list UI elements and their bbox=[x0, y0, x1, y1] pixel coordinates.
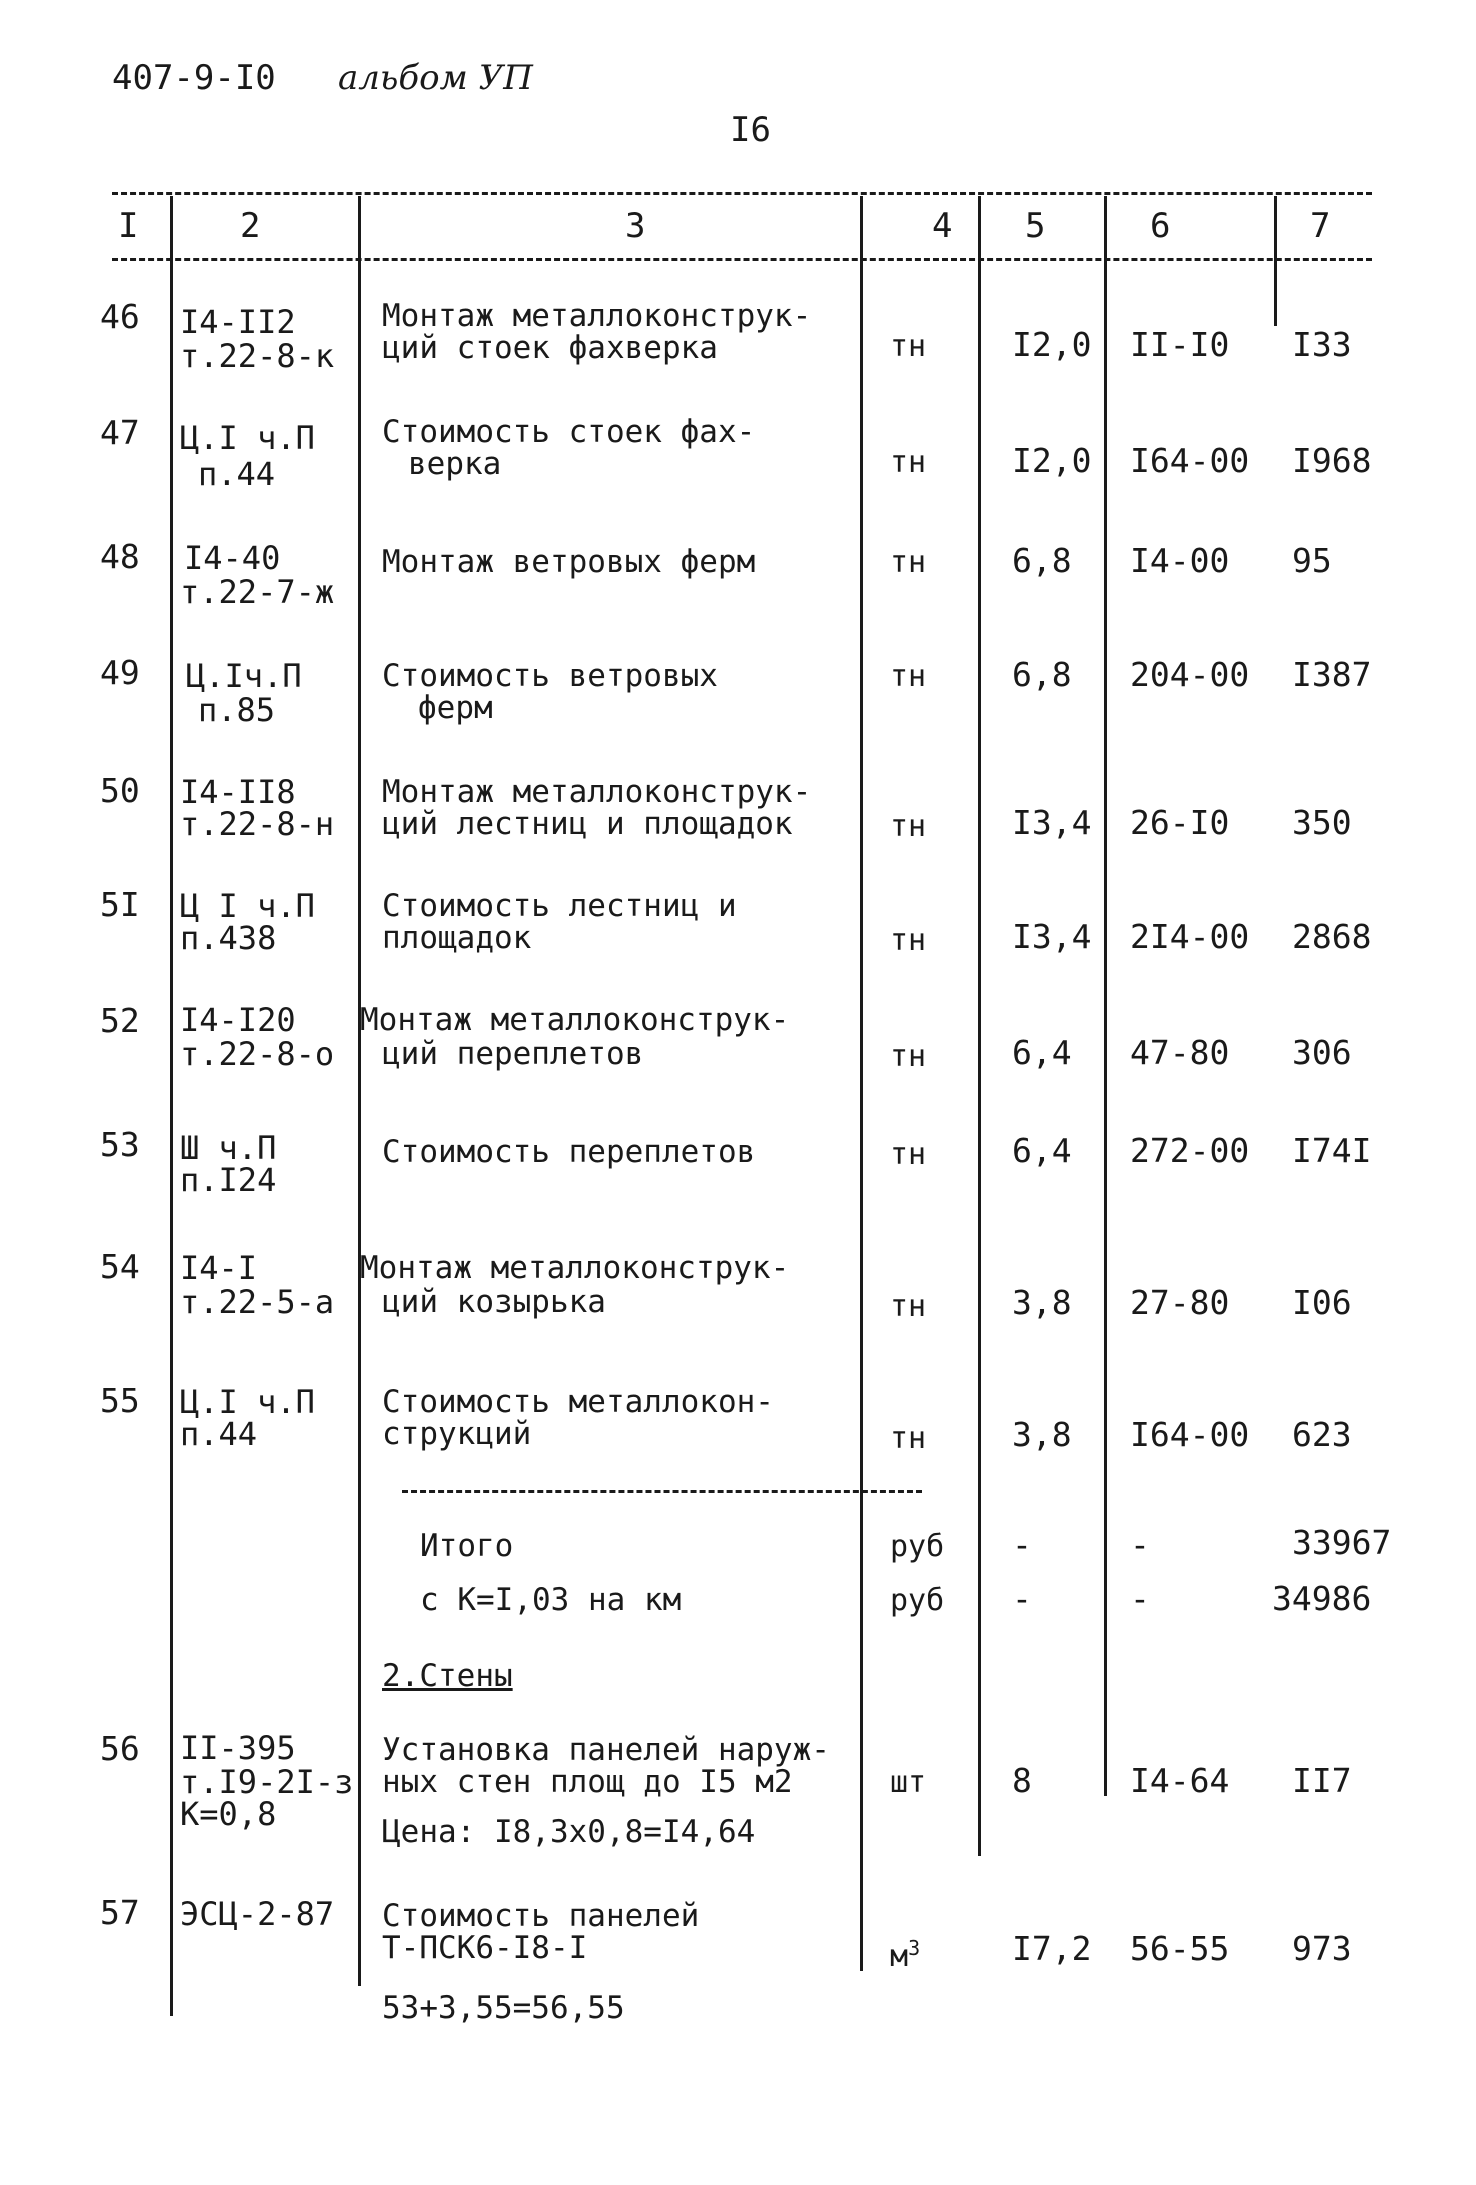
subtotal-price: - bbox=[1130, 1525, 1150, 1564]
row-total: I387 bbox=[1292, 655, 1372, 694]
subtotal-rule bbox=[402, 1490, 922, 1493]
coefficient-price: - bbox=[1130, 1579, 1150, 1618]
row-quantity: I3,4 bbox=[1012, 917, 1092, 956]
row-description-line: верка bbox=[408, 446, 502, 482]
row-code-line: т.22-8-к bbox=[180, 337, 335, 375]
header-bottom-rule bbox=[112, 258, 1372, 261]
row-unit: тн bbox=[890, 659, 927, 694]
row-quantity: 3,8 bbox=[1012, 1283, 1072, 1322]
row-description-line: ций козырька bbox=[382, 1284, 606, 1320]
row-number: 47 bbox=[100, 413, 140, 452]
row-description-line: ных стен площ до I5 м2 bbox=[382, 1764, 793, 1800]
row-description-line: Стоимость лестниц и bbox=[382, 888, 737, 924]
row-code-line: п.438 bbox=[180, 919, 277, 957]
row-unit-price: I4-00 bbox=[1130, 541, 1230, 580]
row-quantity: I7,2 bbox=[1012, 1929, 1092, 1968]
row-quantity: 6,4 bbox=[1012, 1033, 1072, 1072]
row-description-line: Стоимость стоек фах- bbox=[382, 414, 756, 450]
row-code-line: I4-I20 bbox=[180, 1001, 296, 1039]
row-unit-price: 2I4-00 bbox=[1130, 917, 1250, 956]
row-unit-price: I64-00 bbox=[1130, 1415, 1250, 1454]
row-total: I33 bbox=[1292, 325, 1352, 364]
row-number: 53 bbox=[100, 1125, 140, 1164]
row-code-line: ЭСЦ-2-87 bbox=[180, 1895, 335, 1933]
price-calculation-note: 53+3,55=56,55 bbox=[382, 1990, 625, 2026]
row-unit: тн bbox=[890, 1039, 927, 1074]
row-code-line: Ц.I ч.П bbox=[180, 1383, 315, 1421]
row-description-line: Установка панелей наруж- bbox=[382, 1732, 830, 1768]
row-description-line: Монтаж металлоконструк- bbox=[360, 1250, 790, 1286]
coefficient-quantity: - bbox=[1012, 1579, 1032, 1618]
row-total: 95 bbox=[1292, 541, 1332, 580]
row-number: 52 bbox=[100, 1001, 140, 1040]
row-code-line: I4-II8 bbox=[180, 773, 296, 811]
row-unit-text: м bbox=[890, 1939, 909, 1974]
row-description-line: ций стоек фахверка bbox=[382, 330, 718, 366]
row-description-line: Т-ПСК6-I8-I bbox=[382, 1930, 588, 1966]
row-number: 56 bbox=[100, 1729, 140, 1768]
column-header-3: 3 bbox=[625, 206, 646, 246]
price-calculation-note: Цена: I8,3х0,8=I4,64 bbox=[382, 1814, 756, 1850]
column-divider-4 bbox=[978, 196, 981, 1856]
row-unit-price: I64-00 bbox=[1130, 441, 1250, 480]
row-number: 48 bbox=[100, 537, 140, 576]
row-number: 50 bbox=[100, 771, 140, 810]
row-description-line: Монтаж ветровых ферм bbox=[382, 544, 756, 580]
column-header-2: 2 bbox=[240, 206, 261, 246]
row-description-line: Стоимость металлокон- bbox=[382, 1384, 774, 1420]
row-total: I06 bbox=[1292, 1283, 1352, 1322]
row-code-line: т.22-8-н bbox=[180, 805, 335, 843]
row-unit bbox=[890, 1932, 920, 1973]
row-quantity: 8 bbox=[1012, 1761, 1032, 1800]
row-description-line: ферм bbox=[418, 690, 493, 726]
row-quantity: I2,0 bbox=[1012, 441, 1092, 480]
row-code-line: Ц I ч.П bbox=[180, 887, 315, 925]
row-number: 55 bbox=[100, 1381, 140, 1420]
row-number: 5I bbox=[100, 885, 140, 924]
row-description-line: Монтаж металлоконструк- bbox=[382, 774, 812, 810]
row-quantity: I3,4 bbox=[1012, 803, 1092, 842]
row-code-line: Ц.Iч.П bbox=[186, 657, 302, 695]
coefficient-total: 34986 bbox=[1272, 1579, 1372, 1618]
row-unit-price: II-I0 bbox=[1130, 325, 1230, 364]
row-code-line: п.I24 bbox=[180, 1161, 277, 1199]
column-divider-1 bbox=[170, 196, 173, 2016]
subtotal-unit: руб bbox=[890, 1529, 945, 1564]
subtotal-label: Итого bbox=[420, 1528, 514, 1564]
row-unit-price: 272-00 bbox=[1130, 1131, 1250, 1170]
row-description-line: Стоимость ветровых bbox=[382, 658, 718, 694]
row-code-line: Ц.I ч.П bbox=[180, 419, 315, 457]
page-number: I6 bbox=[730, 110, 771, 150]
row-unit: тн bbox=[890, 1289, 927, 1324]
row-description-line: ций переплетов bbox=[382, 1036, 644, 1072]
row-code-line: п.44 bbox=[180, 1415, 258, 1453]
column-header-5: 5 bbox=[1025, 206, 1046, 246]
coefficient-label: с К=I,03 на км bbox=[420, 1582, 682, 1618]
row-description-line: Монтаж металлоконструк- bbox=[382, 298, 812, 334]
row-total: 306 bbox=[1292, 1033, 1352, 1072]
subtotal-total: 33967 bbox=[1292, 1523, 1392, 1562]
row-unit-price: 26-I0 bbox=[1130, 803, 1230, 842]
row-description-line: Стоимость панелей bbox=[382, 1898, 700, 1934]
row-total: 973 bbox=[1292, 1929, 1352, 1968]
header-top-rule bbox=[112, 192, 1372, 195]
row-quantity: 6,8 bbox=[1012, 541, 1072, 580]
row-quantity: 3,8 bbox=[1012, 1415, 1072, 1454]
row-description-line: Стоимость переплетов bbox=[382, 1134, 756, 1170]
row-number: 57 bbox=[100, 1893, 140, 1932]
row-total: I968 bbox=[1292, 441, 1372, 480]
row-code-line: II-395 bbox=[180, 1729, 296, 1767]
row-unit: тн bbox=[890, 1137, 927, 1172]
row-total: II7 bbox=[1292, 1761, 1352, 1800]
row-unit-price: 204-00 bbox=[1130, 655, 1250, 694]
row-code-line: т.22-7-ж bbox=[180, 573, 335, 611]
column-header-7: 7 bbox=[1310, 206, 1331, 246]
row-total: 623 bbox=[1292, 1415, 1352, 1454]
row-unit: тн bbox=[890, 445, 927, 480]
row-code-line: п.44 bbox=[198, 455, 276, 493]
row-description-line: Монтаж металлоконструк- bbox=[360, 1002, 790, 1038]
column-header-1: I bbox=[118, 206, 139, 246]
row-unit: шт bbox=[890, 1765, 927, 1800]
row-code-line: п.85 bbox=[198, 691, 276, 729]
document-code: 407-9-I0 bbox=[112, 58, 276, 98]
row-unit-price: 56-55 bbox=[1130, 1929, 1230, 1968]
row-code-line: I4-II2 bbox=[180, 303, 296, 341]
row-unit: тн bbox=[890, 1421, 927, 1456]
row-unit-price: 27-80 bbox=[1130, 1283, 1230, 1322]
subtotal-quantity: - bbox=[1012, 1525, 1032, 1564]
section-title: 2.Стены bbox=[382, 1658, 513, 1694]
row-unit-price: I4-64 bbox=[1130, 1761, 1230, 1800]
row-quantity: I2,0 bbox=[1012, 325, 1092, 364]
row-number: 54 bbox=[100, 1247, 140, 1286]
row-number: 49 bbox=[100, 653, 140, 692]
album-label: альбом УП bbox=[338, 58, 533, 98]
row-unit: тн bbox=[890, 923, 927, 958]
row-total: 2868 bbox=[1292, 917, 1372, 956]
column-header-6: 6 bbox=[1150, 206, 1171, 246]
row-code-line: т.22-5-а bbox=[180, 1283, 335, 1321]
row-unit: тн bbox=[890, 809, 927, 844]
row-code-line: К=0,8 bbox=[180, 1795, 277, 1833]
row-code-line: т.22-8-о bbox=[180, 1035, 335, 1073]
row-code-line: т.I9-2I-з bbox=[180, 1763, 354, 1801]
row-unit-price: 47-80 bbox=[1130, 1033, 1230, 1072]
row-number: 46 bbox=[100, 297, 140, 336]
row-quantity: 6,8 bbox=[1012, 655, 1072, 694]
column-divider-5 bbox=[1104, 196, 1107, 1796]
row-quantity: 6,4 bbox=[1012, 1131, 1072, 1170]
column-divider-2 bbox=[358, 196, 361, 1986]
row-code-line: I4-I bbox=[180, 1249, 258, 1287]
row-total: I74I bbox=[1292, 1131, 1372, 1170]
row-description-line: ций лестниц и площадок bbox=[382, 806, 793, 842]
column-divider-6 bbox=[1274, 196, 1277, 326]
row-code-line: Ш ч.П bbox=[180, 1129, 277, 1167]
row-total: 350 bbox=[1292, 803, 1352, 842]
row-description-line: струкций bbox=[382, 1416, 532, 1452]
column-divider-3 bbox=[860, 196, 863, 1971]
row-unit: тн bbox=[890, 329, 927, 364]
row-unit-exponent: 3 bbox=[908, 1936, 921, 1960]
row-unit: тн bbox=[890, 545, 927, 580]
row-code-line: I4-40 bbox=[184, 539, 281, 577]
column-header-4: 4 bbox=[932, 206, 953, 246]
coefficient-unit: руб bbox=[890, 1583, 945, 1618]
row-description-line: площадок bbox=[382, 920, 532, 956]
